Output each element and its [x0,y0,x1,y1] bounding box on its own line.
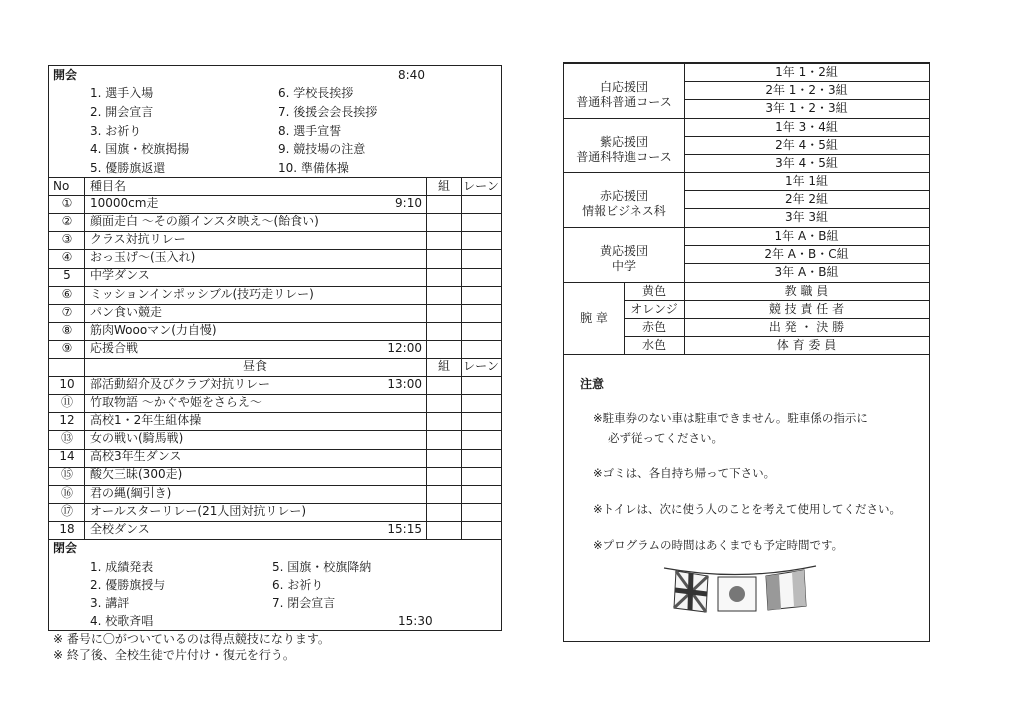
team-sub: 普通科普通コース [576,95,672,109]
opening-item: 5. 優勝旗返還 [90,161,166,175]
bunting-icon [660,560,820,620]
closing-item: 3. 講評 [90,596,130,610]
grid-line [684,154,929,155]
grid-line [624,318,929,319]
grid-line [684,263,929,264]
grid-line [684,190,929,191]
opening-title: 開会 [53,68,78,82]
opening-item: 10. 準備体操 [278,161,349,175]
notice-title: 注意 [580,377,605,391]
event-name: 応援合戦 [90,341,139,355]
lunch-group: 組 [437,359,450,373]
event-no: ⑧ [61,323,73,337]
event-no: ⑬ [60,431,73,445]
grid-line [684,208,929,209]
team-class: 2年 2組 [784,192,829,206]
event-time: 15:15 [387,522,422,536]
event-name: 高校3年生ダンス [90,449,182,463]
lunch-label: 昼食 [242,359,267,373]
grid-line [461,177,462,539]
event-name: 中学ダンス [90,268,150,282]
grid-line [426,177,427,539]
opening-item: 2. 開会宣言 [90,105,154,119]
footnote: ※ 番号に〇がついているのは得点競技になります。 [53,632,330,646]
grid-line [564,227,929,228]
event-no: 14 [59,449,75,463]
grid-line [564,354,929,355]
event-name: クラス対抗リレー [90,232,186,246]
japan-flag-icon [718,577,756,611]
grid-line [564,63,929,64]
event-no: 12 [59,413,75,427]
team-sub: 情報ビジネス科 [582,204,666,218]
event-no: ⑨ [61,341,73,355]
closing-time: 15:30 [398,614,433,628]
notice-line: 必ず従ってください。 [608,431,723,445]
notice-line: ※トイレは、次に使う人のことを考えて使用してください。 [593,502,902,516]
header-lane: レーン [463,179,499,193]
grid-line [684,245,929,246]
header-no: No [53,179,70,193]
team-class: 3年 3組 [784,210,829,224]
notice-line: ※プログラムの時間はあくまでも予定時間です。 [593,538,844,552]
team-name: 赤応援団 [599,189,648,203]
event-name: ミッションインポッシブル(技巧走リレー) [90,287,314,301]
event-name: 女の戦い(騎馬戦) [90,431,184,445]
event-name: 筋肉Woooマン(力自慢) [90,323,217,337]
opening-item: 4. 国旗・校旗掲揚 [90,142,190,156]
event-name: 顔面走白 ～その顔インスタ映え～(飴食い) [90,214,319,228]
armband-role: 体 育 委 員 [776,338,837,352]
event-no: ③ [61,232,73,246]
grid-line [624,300,929,301]
event-no: ⑮ [60,467,73,481]
grid-line [84,177,85,539]
team-class: 1年 1組 [784,174,829,188]
notice-line: ※駐車券のない車は駐車できません。駐車係の指示に [593,411,868,425]
team-class: 3年 A・B組 [774,265,839,279]
team-name: 紫応援団 [599,135,648,149]
grid-line [564,282,929,283]
event-no: ⑥ [61,287,73,301]
closing-item: 4. 校歌斉唱 [90,614,154,628]
closing-item: 6. お祈り [272,578,324,592]
uk-flag-icon [674,571,708,612]
header-event-name: 種目名 [90,179,127,193]
event-no: 5 [63,268,71,282]
team-name: 白応援団 [599,80,648,94]
team-sub: 中学 [611,259,636,273]
event-name: パン食い競走 [90,305,163,319]
notice-line: ※ゴミは、各自持ち帰って下さい。 [593,466,776,480]
team-class: 2年 A・B・C組 [764,247,849,261]
grid-line [684,136,929,137]
closing-item: 5. 国旗・校旗降納 [272,560,372,574]
event-no: ④ [61,250,73,264]
grid-line [564,172,929,173]
event-name: オールスターリレー(21人団対抗リレー) [90,504,307,518]
grid-line [564,118,929,119]
opening-time: 8:40 [398,68,425,82]
footnote: ※ 終了後、全校生徒で片付け・復元を行う。 [53,648,295,662]
event-name: 高校1・2年生組体操 [90,413,202,427]
event-name: 全校ダンス [90,522,150,536]
opening-item: 6. 学校長挨拶 [278,86,354,100]
event-no: ⑪ [60,395,73,409]
team-class: 1年 A・B組 [774,229,839,243]
grid-line [49,539,501,540]
armband-color: 黄色 [641,284,666,298]
opening-item: 9. 競技場の注意 [278,142,366,156]
event-no: 18 [59,522,75,536]
grid-line [49,177,501,178]
event-no: 10 [59,377,75,391]
team-class: 1年 1・2組 [775,65,838,79]
event-time: 12:00 [387,341,422,355]
team-class: 3年 1・2・3組 [765,101,848,115]
armband-color: オレンジ [630,302,678,316]
event-no: ① [61,196,73,210]
event-no: ⑦ [61,305,73,319]
closing-item: 7. 閉会宣言 [272,596,336,610]
event-name: おっ玉げ～(玉入れ) [90,250,196,264]
team-name: 黄応援団 [599,244,648,258]
armband-role: 出 発 ・ 決 勝 [768,320,845,334]
event-name: 竹取物語 ～かぐや姫をさらえ～ [90,395,262,409]
armband-role: 競 技 責 任 者 [768,302,845,316]
event-no: ⑯ [60,486,73,500]
closing-item: 2. 優勝旗授与 [90,578,166,592]
lunch-lane: レーン [463,359,499,373]
opening-item: 8. 選手宣誓 [278,124,342,138]
event-time: 13:00 [387,377,422,391]
event-name: 部活動紹介及びクラブ対抗リレー [90,377,271,391]
team-class: 2年 1・2・3組 [765,83,848,97]
armband-role: 教 職 員 [784,284,829,298]
grid-line [624,336,929,337]
armband-label: 腕 章 [580,311,608,325]
header-group: 組 [437,179,450,193]
opening-item: 7. 後援会会長挨拶 [278,105,378,119]
opening-item: 1. 選手入場 [90,86,154,100]
italy-flag-icon [766,570,806,610]
grid-line [684,81,929,82]
event-name: 君の縄(綱引き) [90,486,172,500]
event-time: 9:10 [395,196,422,210]
armband-color: 水色 [641,338,666,352]
event-no: ② [61,214,73,228]
team-sub: 普通科特進コース [576,150,672,164]
event-name: 10000cm走 [90,196,159,210]
armband-color: 赤色 [641,320,666,334]
event-name: 酸欠三昧(300走) [90,467,183,481]
opening-item: 3. お祈り [90,124,142,138]
grid-line [684,99,929,100]
team-class: 3年 4・5組 [775,156,838,170]
event-no: ⑰ [60,504,73,518]
closing-item: 1. 成績発表 [90,560,154,574]
team-class: 1年 3・4組 [775,120,838,134]
closing-title: 閉会 [53,541,78,555]
team-class: 2年 4・5組 [775,138,838,152]
